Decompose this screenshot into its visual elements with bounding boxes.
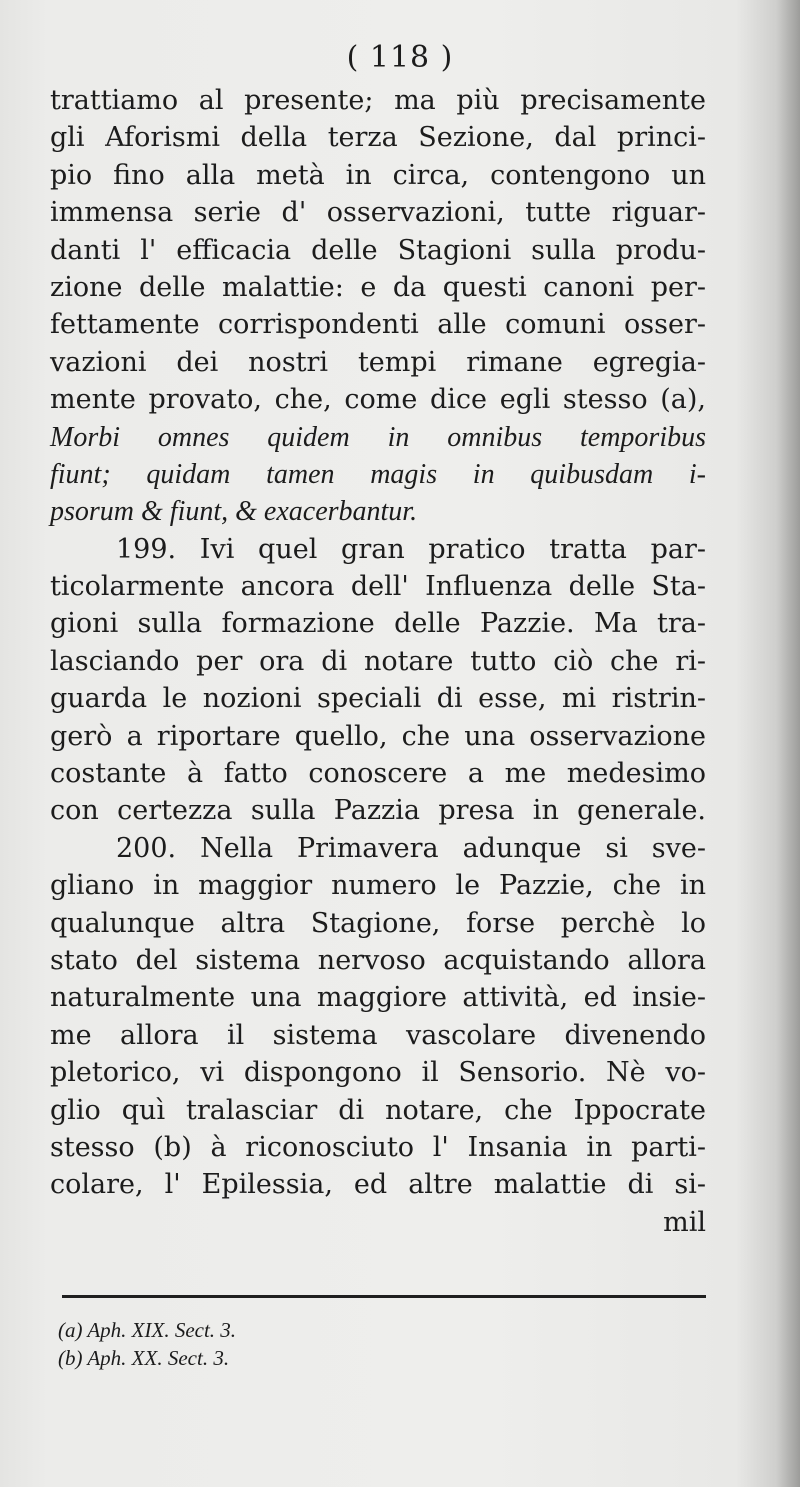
text-line: gli Aforismi della terza Sezione, dal princi- bbox=[50, 122, 706, 154]
text-line: mil bbox=[663, 1206, 706, 1238]
text-line: pio fino alla metà in circa, contengono un bbox=[50, 159, 706, 191]
text-line: colare, l' Epilessia, ed altre malattie di si- bbox=[50, 1169, 706, 1201]
text-line: zione delle malattie: e da questi canoni per- bbox=[50, 271, 706, 303]
page-number: ( 118 ) bbox=[346, 40, 454, 75]
text-line: 200. Nella Primavera adunque si sve- bbox=[116, 832, 706, 864]
footnotes bbox=[58, 1316, 698, 1372]
text-line: Morbi omnes quidem in omnibus temporibus bbox=[50, 421, 706, 453]
text-line: trattiamo al presente; ma più precisamente bbox=[50, 85, 706, 116]
text-line: gioni sulla formazione delle Pazzie. Ma tra- bbox=[50, 608, 706, 640]
text-line: naturalmente una maggiore attività, ed insie- bbox=[50, 982, 706, 1014]
footnote: (a) Aph. XIX. Sect. 3. bbox=[58, 1318, 237, 1342]
text-line: gliano in maggior numero le Pazzie, che in bbox=[50, 870, 706, 902]
text-line: fettamente corrispondenti alle comuni osser- bbox=[50, 309, 706, 341]
text-line: vazioni dei nostri tempi rimane egregia- bbox=[50, 346, 706, 378]
text-line: glio quì tralasciar di notare, che Ippocrate bbox=[50, 1094, 706, 1126]
text-line: ticolarmente ancora dell' Influenza delle Sta- bbox=[50, 571, 706, 603]
text-line: guarda le nozioni speciali di esse, mi ristrin- bbox=[50, 683, 706, 715]
text-line: stesso (b) à riconosciuto l' Insania in parti- bbox=[50, 1131, 706, 1163]
text-line: costante à fatto conoscere a me medesimo bbox=[50, 758, 706, 790]
text-line: stato del sistema nervoso acquistando allora bbox=[50, 944, 706, 976]
text-line: psorum & fiunt, & exacerbantur. bbox=[50, 496, 418, 528]
footnote: (b) Aph. XX. Sect. 3. bbox=[58, 1346, 230, 1370]
text-line: lasciando per ora di notare tutto ciò che ri- bbox=[50, 645, 706, 677]
body-text bbox=[50, 82, 706, 1241]
footnote-divider bbox=[62, 1295, 706, 1298]
text-line: qualunque altra Stagione, forse perchè lo bbox=[50, 907, 706, 939]
text-line: mente provato, che, come dice egli stesso (a), bbox=[50, 384, 706, 416]
text-line: 199. Ivi quel gran pratico tratta par- bbox=[116, 533, 706, 565]
text-line: fiunt; quidam tamen magis in quibusdam i- bbox=[50, 458, 706, 490]
text-line: me allora il sistema vascolare divenendo bbox=[50, 1019, 706, 1051]
text-line: danti l' efficacia delle Stagioni sulla produ- bbox=[50, 234, 706, 266]
text-line: pletorico, vi dispongono il Sensorio. Nè vo- bbox=[50, 1057, 706, 1089]
text-line: con certezza sulla Pazzia presa in generale. bbox=[50, 795, 706, 827]
text-line: gerò a riportare quello, che una osservazione bbox=[50, 720, 706, 752]
text-line: immensa serie d' osservazioni, tutte riguar- bbox=[50, 197, 706, 229]
